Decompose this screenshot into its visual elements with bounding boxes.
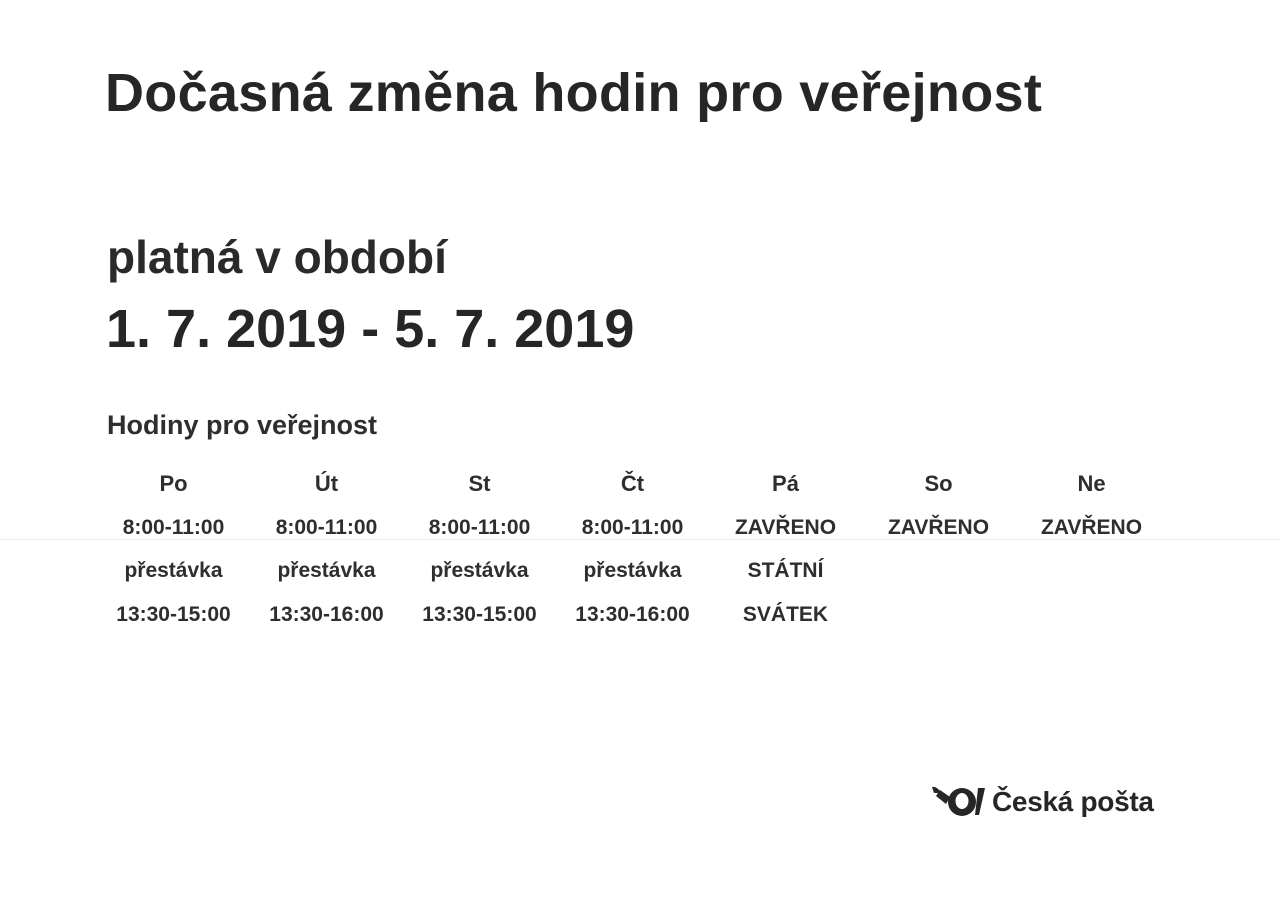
hours-afternoon: 13:30-15:00 xyxy=(422,602,537,626)
hours-morning: 8:00-11:00 xyxy=(122,515,225,539)
ceska-posta-logo xyxy=(930,782,1154,822)
closed-label: ZAVŘENO xyxy=(1040,515,1143,539)
hours-break-label: přestávka xyxy=(124,559,223,582)
hours-break-label: přestávka xyxy=(430,559,529,582)
posthorn-icon xyxy=(930,782,990,822)
day-column-st xyxy=(403,462,556,636)
hours-morning: 8:00-11:00 xyxy=(581,515,684,539)
holiday-label: STÁTNÍ xyxy=(747,559,824,582)
hours-break-label: přestávka xyxy=(583,559,682,582)
day-column-ne xyxy=(1015,462,1168,636)
day-column-po xyxy=(97,462,250,636)
logo-text: Česká pošta xyxy=(992,786,1154,817)
hours-afternoon: 13:30-15:00 xyxy=(116,602,231,626)
holiday-label: SVÁTEK xyxy=(742,602,829,626)
day-column-pa xyxy=(709,462,862,636)
day-name: Út xyxy=(314,471,339,496)
day-name: Pá xyxy=(772,471,799,496)
day-column-ut xyxy=(250,462,403,636)
hours-afternoon: 13:30-16:00 xyxy=(575,602,690,626)
closed-label: ZAVŘENO xyxy=(887,515,990,539)
hours-morning: 8:00-11:00 xyxy=(428,515,531,539)
notice-title: Dočasná změna hodin pro veřejnost xyxy=(105,63,1043,123)
day-name: St xyxy=(468,471,491,496)
day-name: So xyxy=(924,471,953,496)
day-column-so xyxy=(862,462,1015,636)
day-name: Čt xyxy=(620,471,645,496)
hours-break-label: přestávka xyxy=(277,559,376,582)
opening-hours-heading: Hodiny pro veřejnost xyxy=(107,410,378,440)
hours-morning: 8:00-11:00 xyxy=(275,515,378,539)
day-name: Ne xyxy=(1077,471,1106,496)
closed-label: ZAVŘENO xyxy=(734,515,837,539)
validity-label: platná v období xyxy=(107,231,447,283)
validity-date-range: 1. 7. 2019 - 5. 7. 2019 xyxy=(106,299,635,359)
hours-afternoon: 13:30-16:00 xyxy=(269,602,384,626)
opening-hours-schedule xyxy=(97,462,1169,636)
day-name: Po xyxy=(159,471,188,496)
day-column-ct xyxy=(556,462,709,636)
